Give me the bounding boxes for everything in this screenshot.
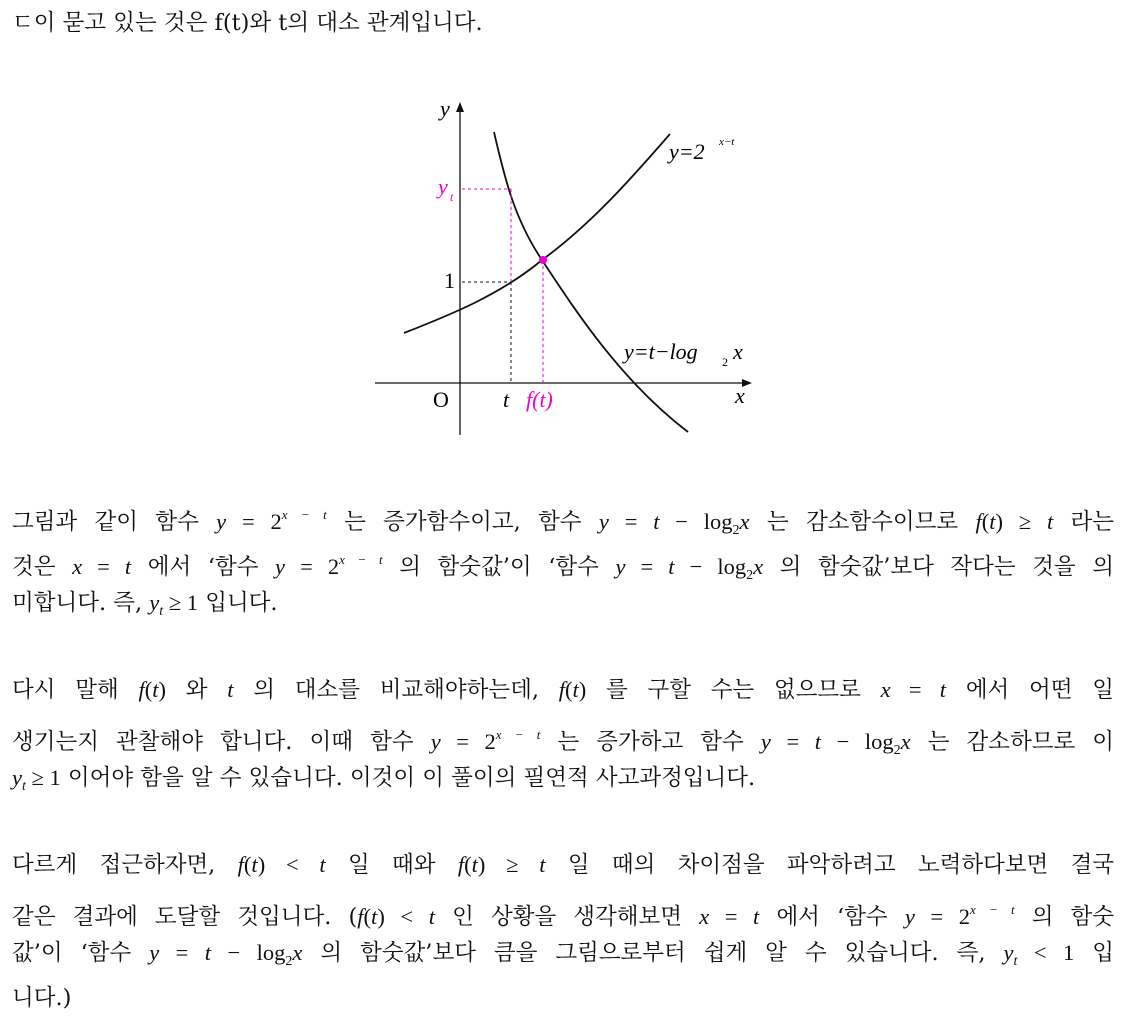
- intersection-point: [539, 256, 547, 264]
- top-line: ㄷ이 묻고 있는 것은 f(t)와 t의 대소 관계입니다.: [12, 10, 483, 36]
- log-curve-label-x: x: [733, 339, 743, 364]
- yt-label: y: [438, 174, 448, 199]
- origin-label: O: [433, 387, 449, 412]
- para2-line3: $y_t \ge 1$ 이어야 함을 알 수 있습니다. 이것이 이 풀이의 필연적 사고과정입니다.: [12, 765, 756, 794]
- one-label: 1: [444, 268, 455, 293]
- x-axis-label: x: [735, 383, 745, 408]
- log-curve-label-sub: 2: [722, 355, 728, 369]
- ft-label: f(t): [526, 387, 553, 412]
- para1-line2: 것은 x = t 에서 ‘함수 $y = 2^{x - t}$ 의 함숫값’이 ‘함수 $y = t - \log_2x$ 의 함숫값’보다 작다는 것을 의: [12, 552, 1114, 583]
- para3-line2: 같은 결과에 도달할 것입니다. (f(t) < t 인 상황을 생각해보면 x = t 에서 ‘함수 $y = 2^{x - t}$ 의 함숫: [12, 902, 1115, 930]
- para3-line1: 다르게 접근하자면, f(t) < t 일 때와 f(t) ≥ t 일 때의 차이점을 파악하려고 노력하다보면 결국: [12, 852, 1115, 878]
- y-axis-arrow: [456, 102, 464, 112]
- y-axis-label: y: [440, 96, 450, 121]
- exp-curve-label-sup: x−t: [719, 136, 735, 148]
- log-curve-label: y=t−log: [624, 339, 698, 364]
- exp-curve: [404, 134, 670, 333]
- para2-line2: 생기는지 관찰해야 합니다. 이때 함수 $y = 2^{x - t}$ 는 증가하고 함수 $y = t - \log_2x$ 는 감소하므로 이: [12, 727, 1115, 758]
- para1-line3: 미합니다. 즉, $y_t \ge 1$ 입니다.: [12, 590, 278, 619]
- para3-line3: 값’이 ‘함수 $y = t - \log_2x$ 의 함숫값’보다 큼을 그림으로부터 쉽게 알 수 있습니다. 즉, $y_t < 1$ 입: [12, 940, 1114, 969]
- log-curve: [494, 132, 688, 432]
- para3-line4: 니다.): [12, 985, 72, 1011]
- para1-line1: 그림과 같이 함수 $y = 2^{x - t}$ 는 증가함수이고, 함수 $y = t - \log_2x$ 는 감소함수이므로 f(t) ≥ t 라는: [12, 507, 1115, 538]
- function-graph: [0, 80, 1129, 540]
- para2-line1: 다시 말해 f(t) 와 t 의 대소를 비교해야하는데, f(t) 를 구할 수는 없으므로 x = t 에서 어떤 일: [12, 677, 1114, 703]
- yt-sub-label: t: [450, 190, 454, 204]
- t-label: t: [503, 387, 510, 412]
- exp-curve-label: y=2: [669, 139, 705, 164]
